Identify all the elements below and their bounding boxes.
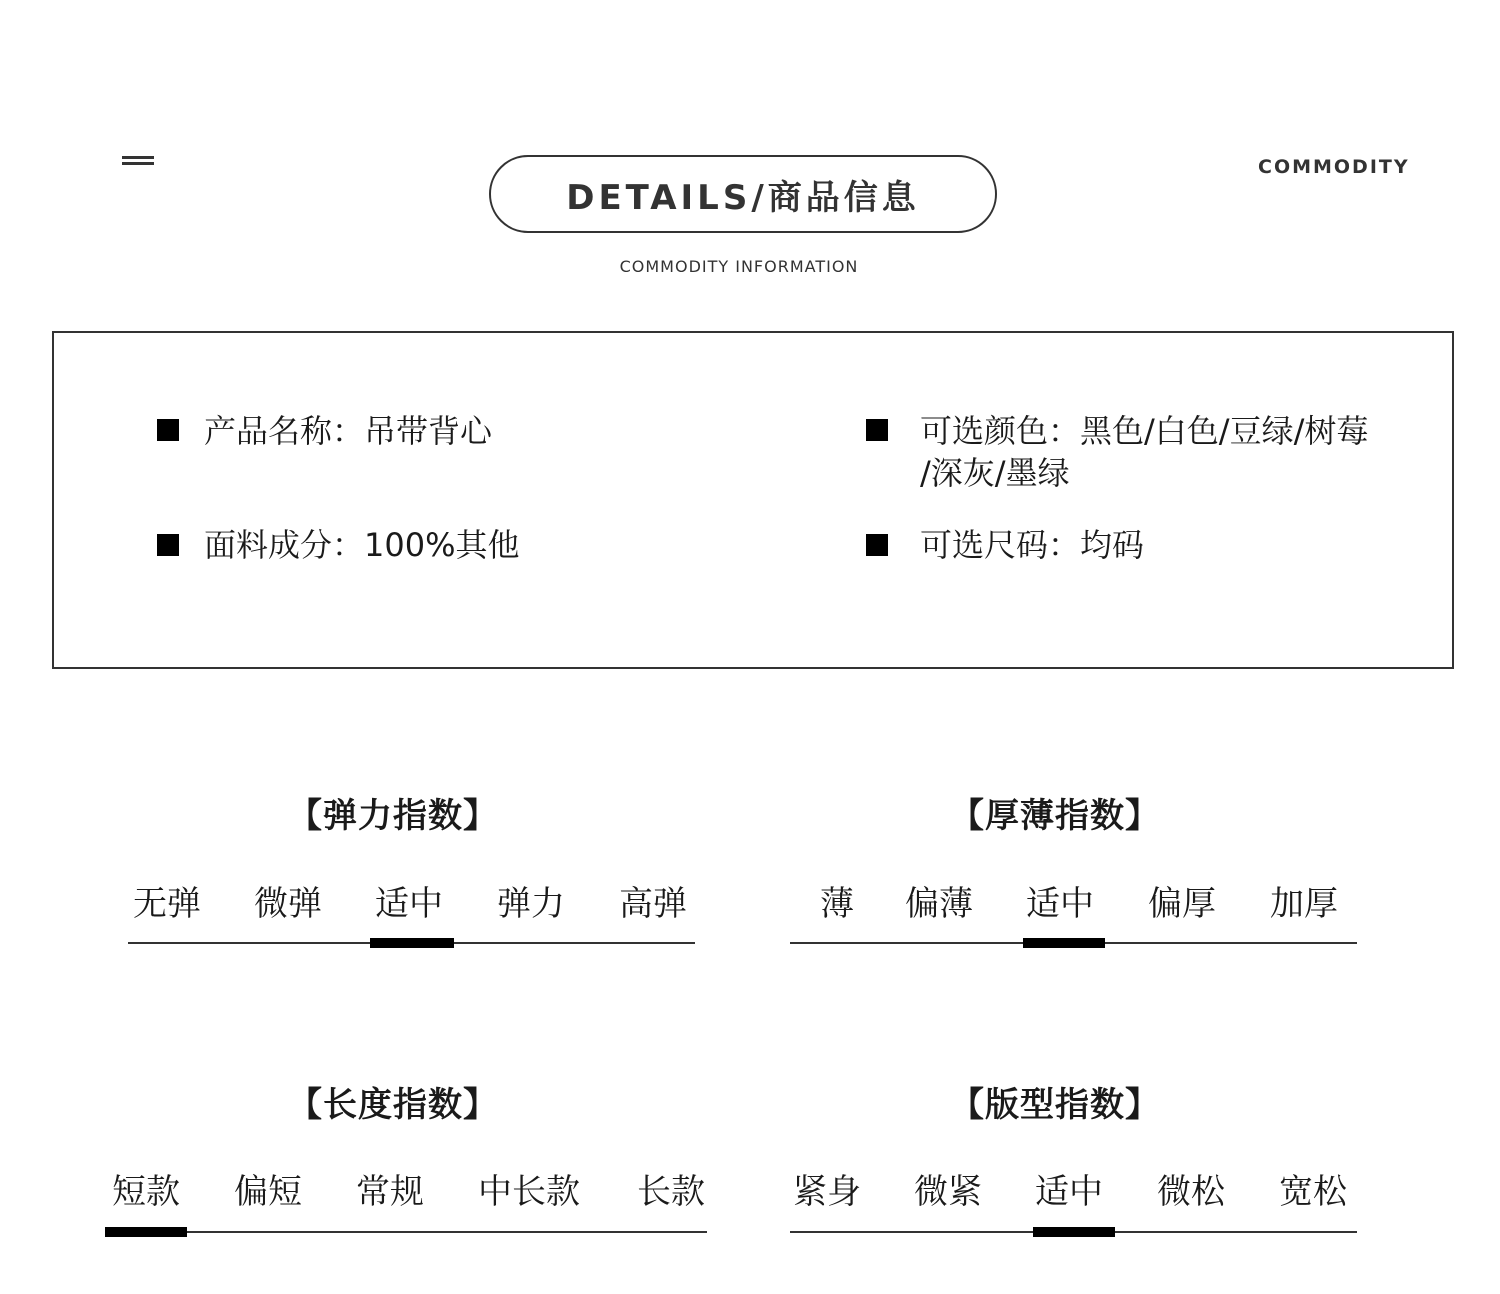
bullet-icon (157, 419, 179, 441)
elasticity-option: 高弹 (619, 884, 687, 924)
menu-icon[interactable] (122, 156, 154, 166)
corner-label: COMMODITY (1258, 156, 1410, 178)
fit-option: 微紧 (914, 1172, 982, 1212)
thickness-option: 偏薄 (905, 884, 973, 924)
elasticity-option: 无弹 (133, 884, 201, 924)
fit-option: 适中 (1035, 1172, 1103, 1212)
length-title: 【长度指数】 (288, 1085, 498, 1125)
length-option: 常规 (356, 1172, 424, 1212)
product-name: 产品名称：吊带背心 (204, 412, 493, 450)
thickness-title: 【厚薄指数】 (950, 796, 1160, 836)
fit-selected-marker (1033, 1227, 1115, 1237)
thickness-option: 薄 (820, 884, 854, 924)
length-option: 短款 (112, 1172, 180, 1212)
thickness-option: 偏厚 (1148, 884, 1216, 924)
details-subtitle: COMMODITY INFORMATION (619, 257, 859, 276)
thickness-selected-marker (1023, 938, 1105, 948)
product-info-box (52, 331, 1454, 669)
fit-option: 宽松 (1279, 1172, 1347, 1212)
available-colors (920, 410, 1460, 494)
elasticity-selected-marker (370, 938, 454, 948)
thickness-option: 适中 (1026, 884, 1094, 924)
fabric-composition: 面料成分：100%其他 (204, 526, 520, 564)
details-title-pill (489, 155, 997, 233)
length-option: 偏短 (234, 1172, 302, 1212)
details-title: DETAILS/商品信息 (566, 177, 920, 218)
available-sizes: 可选尺码：均码 (920, 526, 1145, 564)
elasticity-option: 微弹 (254, 884, 322, 924)
colors-line-1: 可选颜色：黑色/白色/豆绿/树莓 (920, 412, 1369, 450)
fit-option: 紧身 (793, 1172, 861, 1212)
length-option: 中长款 (478, 1172, 580, 1212)
elasticity-option: 弹力 (497, 884, 565, 924)
length-scale-line (105, 1231, 707, 1233)
length-selected-marker (105, 1227, 187, 1237)
bullet-icon (157, 534, 179, 556)
bullet-icon (866, 534, 888, 556)
fit-title: 【版型指数】 (950, 1085, 1160, 1125)
elasticity-option: 适中 (375, 884, 443, 924)
length-option: 长款 (637, 1172, 705, 1212)
colors-line-2: /深灰/墨绿 (920, 454, 1070, 492)
thickness-option: 加厚 (1270, 884, 1338, 924)
fit-option: 微松 (1157, 1172, 1225, 1212)
bullet-icon (866, 419, 888, 441)
elasticity-title: 【弹力指数】 (288, 796, 498, 836)
